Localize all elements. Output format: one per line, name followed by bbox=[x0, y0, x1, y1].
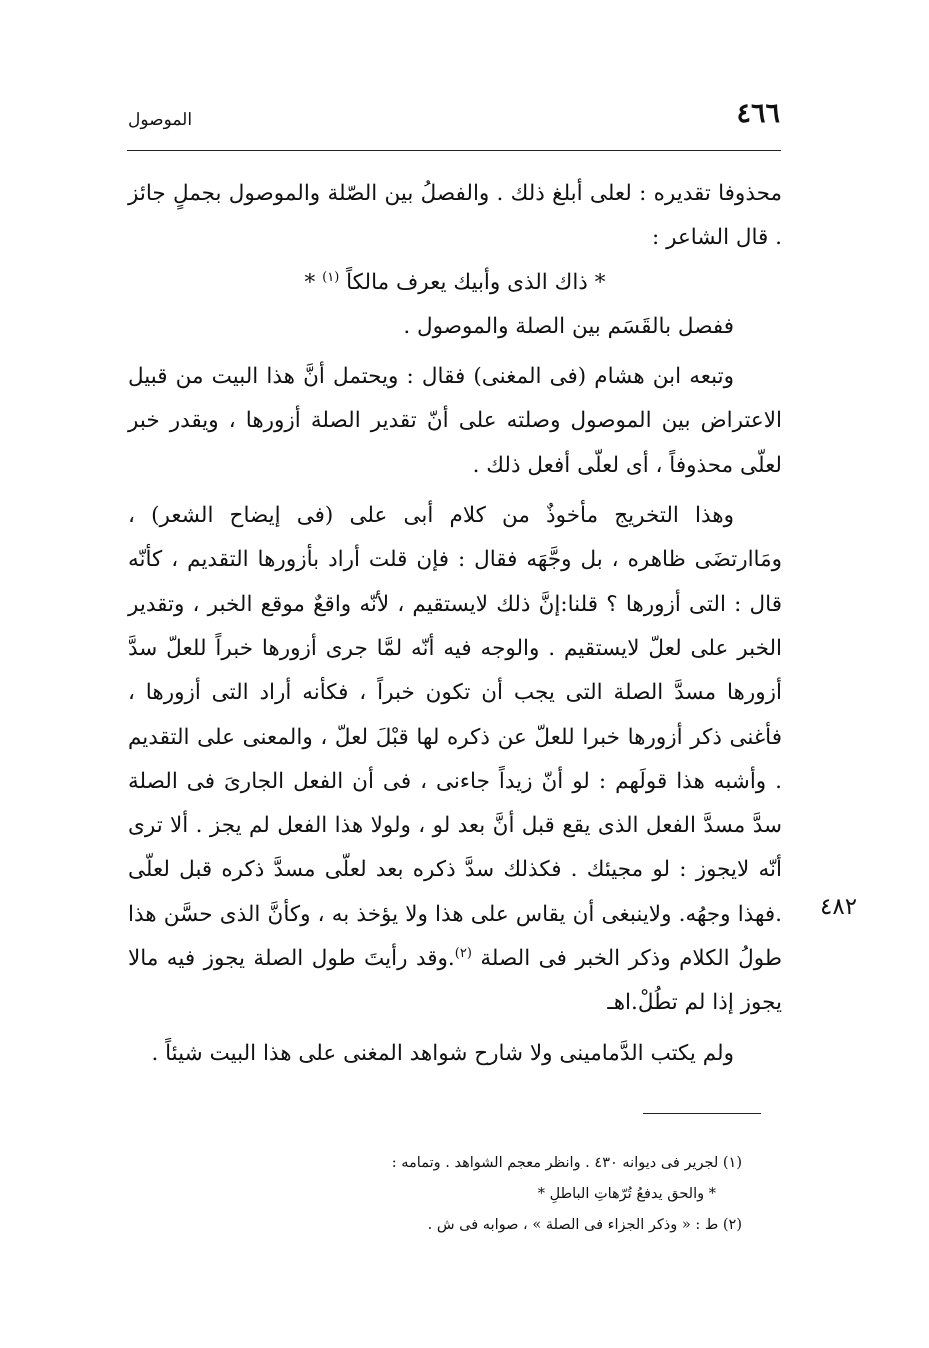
paragraph-4-tail: .وقد رأيتَ طول الصلة يجوز فيه مالا يجوز إذا لم تطُلْ.اهـ bbox=[128, 946, 782, 1016]
footnote-1: (١) لجرير فى ديوانه ٤٣٠ . وانظر معجم الشواهد . وتمامه : bbox=[391, 1155, 742, 1171]
paragraph-2: ففصل بالقَسَم بين الصلة والموصول . bbox=[403, 313, 734, 339]
footnote-2: (٢) ط : « وذكر الجزاء فى الصلة » ، صوابه فى ش . bbox=[427, 1217, 742, 1233]
paragraph-4 bbox=[128, 494, 782, 1026]
footnotes bbox=[310, 1148, 742, 1241]
running-head bbox=[128, 98, 780, 138]
paragraph-4-text: وهذا التخريج مأخوذٌ من كلام أبى على (فى إيضاح الشعر) ، ومَاارتضَى ظاهره ، بل وجَّهَه فقال : فإن قلت أراد بأزورها التقديم ، كأنّه قال : التى أزورها ؟ قلنا:إنَّ ذلك لايستقيم ، لأنّه واقعٌ موقع الخبر ، وتقدير الخبر على لعلّ لايستقيم . والوجه فيه أنّه لمَّا جرى أزورها خبراً للعلّ سدَّ أزورها مسدَّ الصلة التى يجب أن تكون خبراً ، فكأنه أراد التى أزورها ، فأغنى ذكر أزورها خبرا للعلّ عن ذكره لها قبْلَ لعلّ ، والمعنى على التقديم . وأشبه هذا قولَهم : لو أنّ زيداً جاءنى ، فى أن الفعل الجارىَ فى الصلة سدَّ مسدَّ الفعل الذى يقع قبل أنَّ بعد لو ، ولولا هذا الفعل لم يجز . ألا ترى أنّه لايجوز : لو مجيئك . فكذلك سدَّ ذكره بعد لعلّى مسدَّ ذكره قبل لعلّى .فهذا وجهُه. ولاينبغى أن يقاس على هذا ولا يؤخذ به ، وكأنَّ الذى حسَّن هذا طولُ الكلام وذكر الخبر فى الصلة bbox=[128, 503, 782, 972]
paragraph-5: ولم يكتب الدَّمامينى ولا شارح شواهد المغنى على هذا البيت شيئاً . bbox=[151, 1040, 734, 1066]
header-rule bbox=[127, 150, 781, 151]
verse-text: * ذاك الذى وأبيك يعرف مالكاً bbox=[346, 269, 606, 295]
paragraph-1: محذوفا تقديره : لعلى أبلغ ذلك . والفصلُ بين الصّلة والموصول بجملٍ جائز . قال الشاعر : bbox=[128, 181, 782, 251]
section-title: الموصول bbox=[128, 110, 193, 130]
poetry-verse bbox=[128, 261, 782, 305]
footnote-marker-1: (١) bbox=[322, 269, 340, 285]
footnote-1-verse: * والحق يدفعُ تُرّهاتِ الباطلِ * bbox=[537, 1186, 716, 1202]
paragraph-3: وتبعه ابن هشام (فى المغنى) فقال : ويحتمل أنَّ هذا البيت من قبيل الاعتراض بين الموصول وصلته على أنّ تقدير الصلة أزورها ، ويقدر خبر لعلّى محذوفاً ، أى لعلّى أفعل ذلك . bbox=[128, 364, 782, 478]
verse-end-mark: * bbox=[304, 269, 323, 295]
page-number: ٤٦٦ bbox=[736, 98, 780, 129]
footnote-rule bbox=[643, 1113, 761, 1114]
footnote-marker-2: (٢) bbox=[454, 945, 472, 961]
main-text bbox=[128, 172, 782, 1076]
margin-source-page-number: ٤٨٢ bbox=[820, 894, 858, 920]
